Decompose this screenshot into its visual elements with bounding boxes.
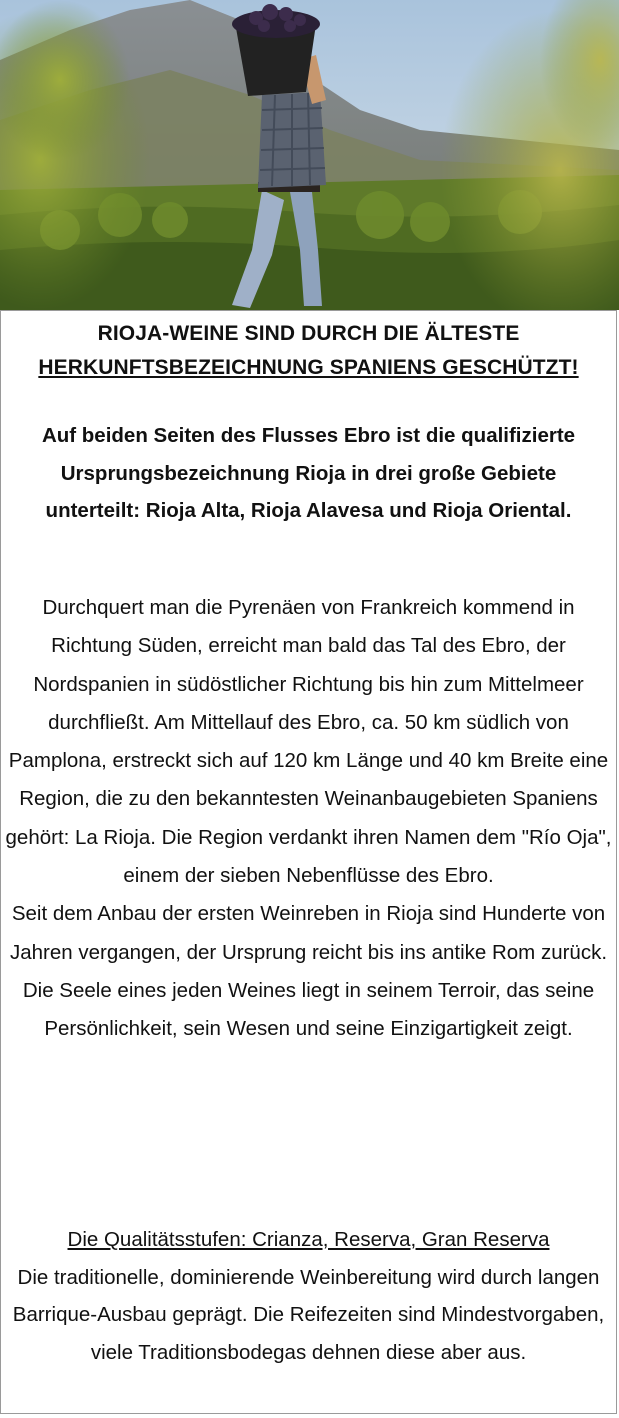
body-paragraph-2: Seit dem Anbau der ersten Weinreben in Rioja sind Hunderte von Jahren vergangen, der Ursprung reicht bis ins antike Rom zurück. <box>9 902 608 964</box>
article-headline <box>9 317 608 385</box>
lead-paragraph: Auf beiden Seiten des Flusses Ebro ist die qualifizierte Ursprungsbezeichnung Rioja in drei große Gebiete unterteilt: Rioja Alta, Rioja Alavesa und Rioja Oriental. <box>41 424 576 523</box>
article-box <box>0 310 617 1414</box>
headline-line-2: HERKUNFTSBEZEICHNUNG SPANIENS GESCHÜTZT! <box>38 356 579 379</box>
hero-image <box>0 0 619 310</box>
vineyard-worker-photo <box>0 0 619 310</box>
body-paragraph-1: Durchquert man die Pyrenäen von Frankreich kommend in Richtung Süden, erreicht man bald das Tal des Ebro, der Nordspanien in südöstlicher Richtung bis hin zum Mittelmeer durchfließt. Am Mittellauf des Ebro, ca. 50 km südlich von Pamplona, erstreckt sich auf 120 km Länge und 40 km Breite eine Region, die zu den bekanntesten Weinanbaugebieten Spaniens gehört: La Rioja. Die Region verdankt ihren Namen dem "Río Oja", einem der sieben Nebenflüsse des Ebro. <box>5 596 612 888</box>
quality-section <box>5 1221 612 1371</box>
headline-line-1: RIOJA-WEINE SIND DURCH DIE ÄLTESTE <box>97 322 520 345</box>
quality-text: Die traditionelle, dominierende Weinbereitung wird durch langen Barrique-Ausbau geprägt. Die Reifezeiten sind Mindestvorgaben, viele Traditionsbodegas dehnen diese aber aus. <box>12 1265 605 1364</box>
body-paragraph-3: Die Seele eines jeden Weines liegt in seinem Terroir, das seine Persönlichkeit, sein Wesen und seine Einzigartigkeit zeigt. <box>22 978 595 1041</box>
body-text <box>5 589 612 1049</box>
quality-title: Die Qualitätsstufen: Crianza, Reserva, Gran Reserva <box>67 1228 550 1251</box>
